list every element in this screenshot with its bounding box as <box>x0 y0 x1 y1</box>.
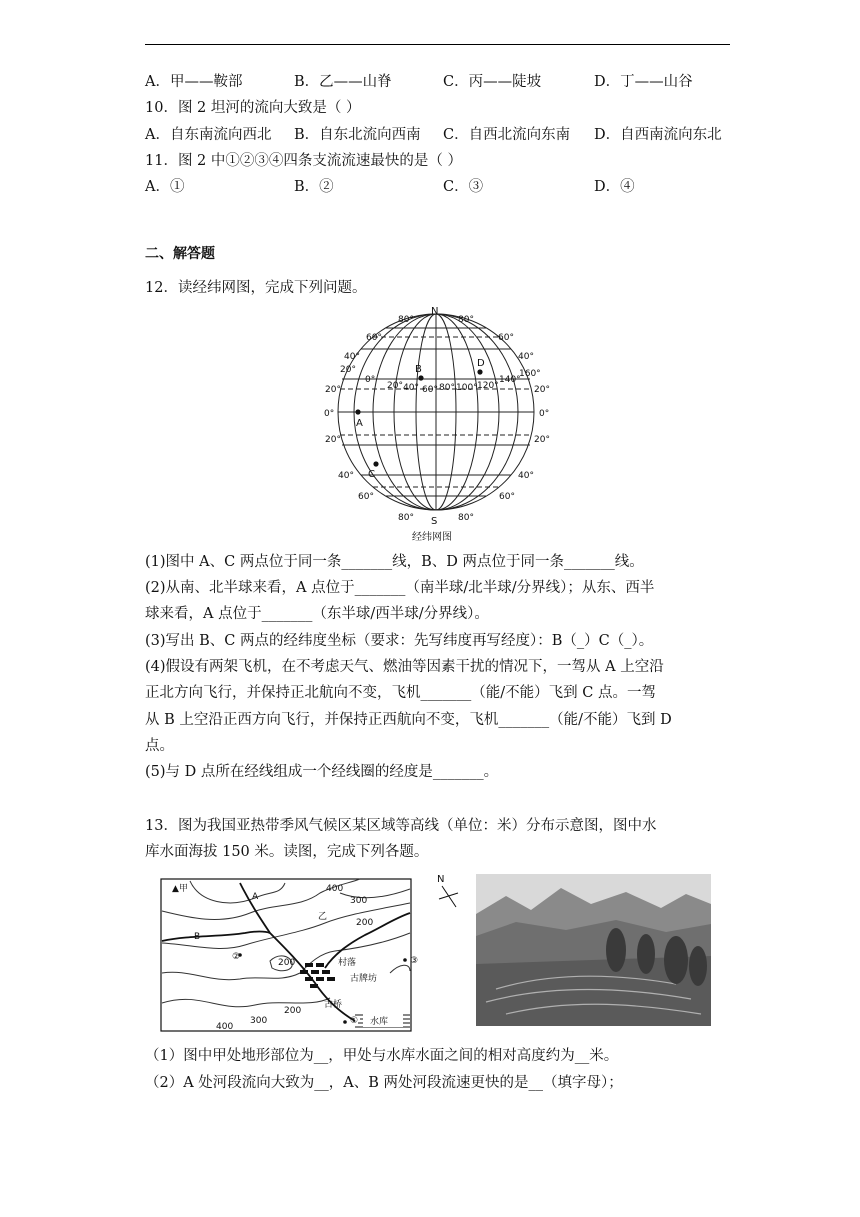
lon-label: 100° <box>456 383 478 393</box>
point-label-c: C <box>368 469 375 480</box>
point-b-label: B <box>194 932 201 942</box>
lat-label-left: 40° <box>344 352 360 362</box>
yi-label: 乙 <box>318 912 328 922</box>
lat-label-right: 20° <box>534 385 550 395</box>
q9-option-b: B．乙——山脊 <box>294 74 392 90</box>
bridge-label: 古桥 <box>324 1000 343 1010</box>
bottom-lon-label-right: 80° <box>458 513 474 523</box>
lat-label-left: 20° <box>325 435 341 445</box>
peak-jia-label: ▲甲 <box>172 884 188 894</box>
q10-option-a: A．自东南流向西北 <box>145 127 272 143</box>
lon-label: 140° <box>499 375 521 385</box>
lon-label: 120° <box>477 381 499 391</box>
contour-label: 400 <box>326 884 344 894</box>
q11-stem: 11．图 2 中①②③④四条支流流速最快的是（ ） <box>145 153 463 169</box>
q12-line: (2)从南、北半球来看，A 点位于_______（南半球/北半球/分界线）；从东、西半 <box>145 580 655 596</box>
lat-label-right: 60° <box>498 333 514 343</box>
lat-label-left: 60° <box>366 333 382 343</box>
bottom-lon-label-left: 80° <box>398 513 414 523</box>
top-lon-label-right: 80° <box>458 315 474 325</box>
lat-label-right: 20° <box>534 435 550 445</box>
reservoir-label: 水库 <box>370 1017 389 1027</box>
village-label: 村落 <box>338 958 357 968</box>
contour-label: 300 <box>250 1016 268 1026</box>
stream-2-label: ② <box>232 952 241 962</box>
contour-label: 200 <box>356 918 374 928</box>
stream-1-label: ① <box>350 1016 359 1026</box>
lat-label-right: 40° <box>518 471 534 481</box>
stream-3-label: ③ <box>410 956 419 966</box>
q12-line: (1)图中 A、C 两点位于同一条_______线，B、D 两点位于同一条_______线。 <box>145 554 644 570</box>
lon-label: 160° <box>519 369 541 379</box>
south-label: S <box>431 516 438 527</box>
point-a-label: A <box>252 892 259 902</box>
point-label-d: D <box>477 358 485 369</box>
q12-line: 球来看，A 点位于_______（东半球/西半球/分界线）。 <box>145 606 489 622</box>
lat-label-left: 20° <box>325 385 341 395</box>
q12-line: 点。 <box>145 738 174 754</box>
q10-stem: 10．图 2 坦河的流向大致是（ ） <box>145 100 361 116</box>
contour-label: 200 <box>284 1006 302 1016</box>
q9-option-d: D．丁——山谷 <box>594 74 693 90</box>
north-label: N <box>437 874 445 885</box>
q12-line: (4)假设有两架飞机，在不考虑天气、燃油等因素干扰的情况下，一驾从 A 上空沿 <box>145 659 664 675</box>
lon-label: 20° <box>387 381 403 391</box>
lon-label: 40° <box>403 383 419 393</box>
lat-label-left: 60° <box>358 492 374 502</box>
q12-line: (5)与 D 点所在经线组成一个经线圈的经度是_______。 <box>145 764 499 780</box>
q13-stem-line: 库水面海拔 150 米。读图，完成下列各题。 <box>145 844 429 860</box>
lon-label: 80° <box>439 383 455 393</box>
lat-label-right: 40° <box>518 352 534 362</box>
q13-line: （2）A 处河段流向大致为__，A、B 两处河段流速更快的是__（填字母）； <box>145 1075 623 1091</box>
q10-option-b: B．自东北流向西南 <box>294 127 421 143</box>
q9-option-a: A．甲——鞍部 <box>145 74 243 90</box>
landscape-photo <box>476 874 711 1026</box>
q11-option-c: C．③ <box>443 179 484 195</box>
q9-option-c: C．丙——陡坡 <box>443 74 542 90</box>
q10-option-d: D．自西南流向东北 <box>594 127 722 143</box>
north-label: N <box>431 306 439 317</box>
point-label-b: B <box>415 364 422 375</box>
q10-option-c: C．自西北流向东南 <box>443 127 571 143</box>
lat-label-right: 60° <box>499 492 515 502</box>
section-title: 二、解答题 <box>145 246 215 262</box>
lat-label-left: 0° <box>324 409 335 419</box>
figure-caption: 经纬网图 <box>412 532 452 543</box>
q12-stem: 12．读经纬网图，完成下列问题。 <box>145 280 367 296</box>
lat-label-left: 40° <box>338 471 354 481</box>
q13-line: （1）图中甲处地形部位为__，甲处与水库水面之间的相对高度约为__米。 <box>145 1048 619 1064</box>
lon-label: 60° <box>422 385 438 395</box>
graticule-figure <box>318 302 554 547</box>
q12-line: (3)写出 B、C 两点的经纬度坐标（要求：先写纬度再写经度）：B（_）C（_）。 <box>145 633 654 649</box>
contour-label: 400 <box>216 1022 234 1032</box>
archway-label: 古牌坊 <box>350 974 378 984</box>
q13-stem-line: 13．图为我国亚热带季风气候区某区域等高线（单位：米）分布示意图，图中水 <box>145 818 657 834</box>
q11-option-d: D．④ <box>594 179 635 195</box>
contour-label: 200 <box>278 958 296 968</box>
lon-label: 0° <box>365 375 376 385</box>
lat-label-right: 0° <box>539 409 550 419</box>
q11-option-a: A．① <box>145 179 185 195</box>
contour-label: 300 <box>350 896 368 906</box>
header-rule <box>145 44 730 45</box>
q11-option-b: B．② <box>294 179 334 195</box>
point-label-a: A <box>356 418 363 429</box>
q12-line: 从 B 上空沿正西方向飞行，并保持正西航向不变，飞机_______（能/不能）飞到 D <box>145 712 672 728</box>
top-lon-label-left: 80° <box>398 315 414 325</box>
contour-map <box>160 873 466 1033</box>
north-arrow-icon <box>439 886 458 907</box>
q12-line: 正北方向飞行，并保持正北航向不变，飞机_______（能/不能）飞到 C 点。一驾 <box>145 685 656 701</box>
lat-label-left: 20° <box>340 365 356 375</box>
